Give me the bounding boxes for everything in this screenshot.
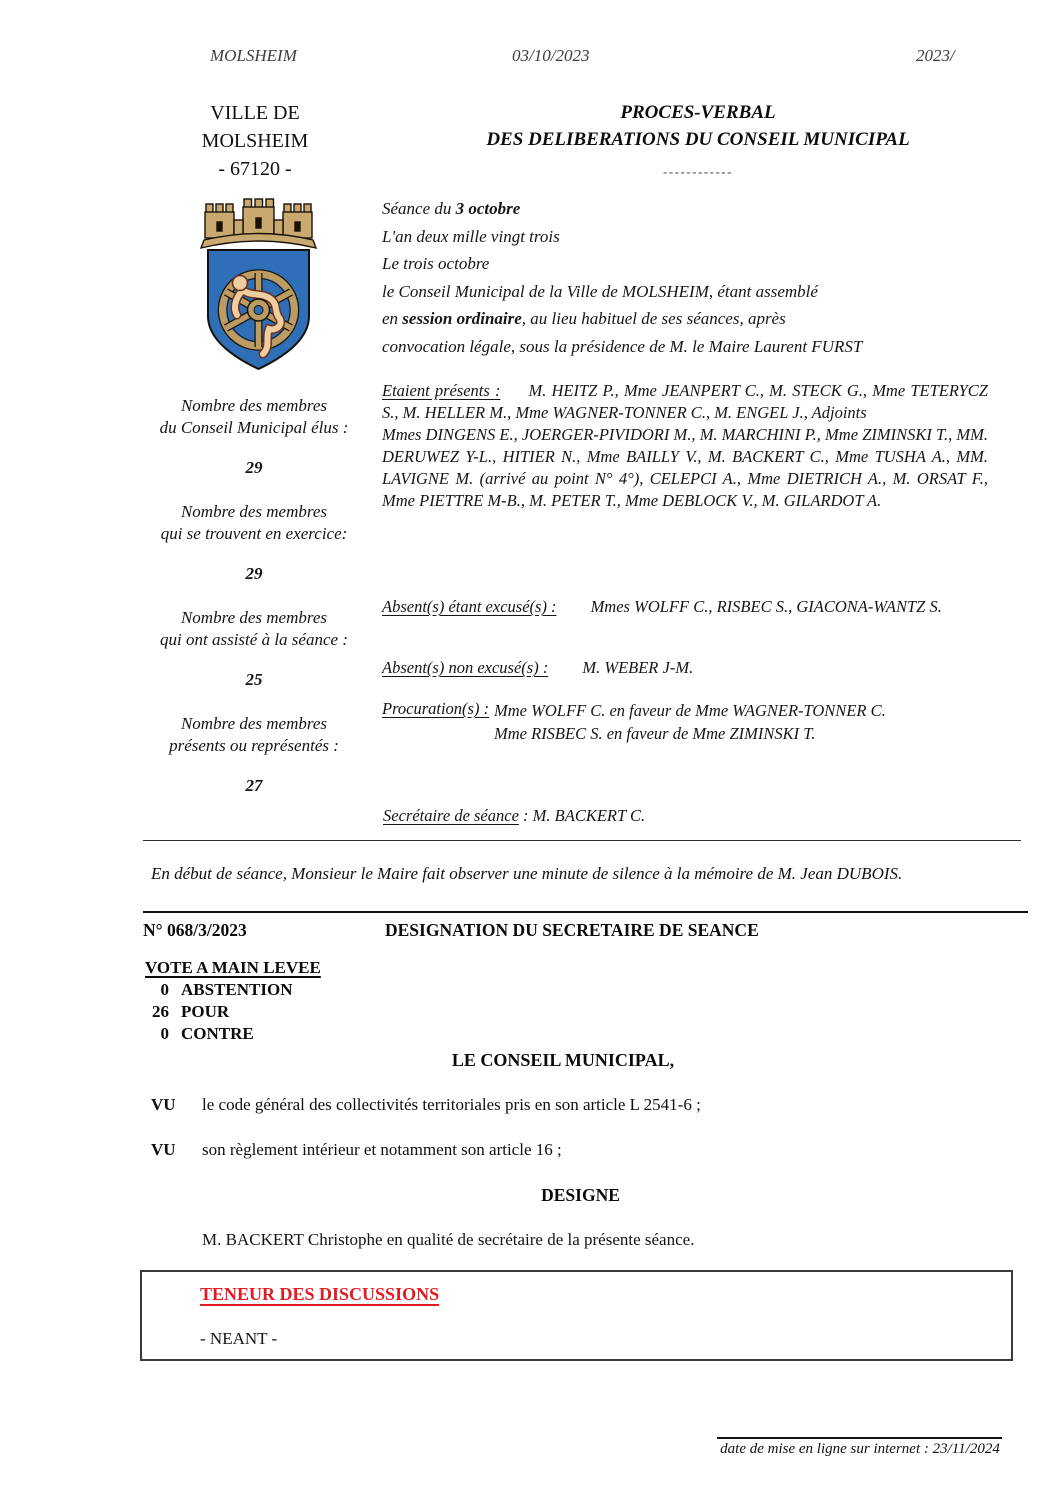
members-inoffice-label-2: qui se trouvent en exercice: — [160, 524, 348, 543]
vu-label-2: VU — [151, 1140, 176, 1159]
document-title-line1: PROCES-VERBAL — [620, 102, 776, 123]
footer-rule — [717, 1437, 1002, 1439]
members-inoffice-block — [140, 501, 368, 585]
seance-line5-prefix: en — [382, 309, 403, 329]
members-elected-label-2: du Conseil Municipal élus : — [159, 418, 349, 437]
vote-contre-label: CONTRE — [181, 1024, 254, 1043]
secretary-name: : M. BACKERT C. — [523, 806, 646, 825]
seance-line5-suffix: , au lieu habituel de ses séances, après — [521, 309, 786, 329]
vote-contre-count: 0 — [160, 1024, 169, 1043]
vote-row-pour — [145, 1001, 321, 1023]
city-line1: VILLE DE — [210, 102, 300, 124]
members-elected-value: 29 — [245, 458, 263, 477]
coat-of-arms — [196, 198, 321, 381]
title-separator: ------------ — [663, 164, 733, 179]
secretary-label: Secrétaire de séance — [383, 806, 519, 825]
members-inoffice-value: 29 — [245, 564, 263, 583]
members-inoffice-label-1: Nombre des membres — [180, 502, 328, 521]
seance-line4: le Conseil Municipal de la Ville de MOLSHEIM, étant assemblé — [382, 281, 818, 301]
procuration-line-1: Mme WOLFF C. en faveur de Mme WAGNER-TONNER C. — [494, 701, 886, 720]
deliberation-title: DESIGNATION DU SECRETAIRE DE SEANCE — [385, 920, 759, 940]
vu-item-1 — [151, 1095, 701, 1115]
seance-line5 — [382, 305, 862, 333]
horizontal-rule-bold — [143, 911, 1028, 913]
present-paragraph-2: Mmes DINGENS E., JOERGER-PIVIDORI M., M. MARCHINI P., Mme ZIMINSKI T., MM. DERUWEZ Y-L., HITIER N., Mme BAILLY V., M. BACKERT C., Mme TUSHA A., MM. LAVIGNE M. (arrivé au point N° 4°), CELEPCI A., Mme DIETRICH A., M. ORSAT F., Mme PIETTRE M-B., M. PETER T., Mme DEBLOCK V., M. GILARDOT A. — [382, 425, 988, 510]
vote-pour-count: 26 — [152, 1002, 169, 1021]
secretary-row — [383, 806, 645, 826]
vote-row-contre — [145, 1023, 321, 1045]
absent-excused-names: Mmes WOLFF C., RISBEC S., GIACONA-WANTZ S. — [590, 597, 942, 616]
vote-row-abstention — [145, 979, 321, 1001]
molsheim-coat-of-arms-image — [196, 198, 321, 376]
header-date: 03/10/2023 — [512, 46, 590, 65]
seance-line6: convocation légale, sous la présidence de M. le Maire Laurent FURST — [382, 336, 863, 356]
seance-line3: Le trois octobre — [382, 254, 490, 274]
procurations-list — [494, 699, 886, 745]
footer-publication-date: date de mise en ligne sur internet : 23/11/2024 — [720, 1441, 1000, 1457]
members-elected-label-1: Nombre des membres — [180, 396, 328, 415]
members-attended-label-1: Nombre des membres — [180, 608, 328, 627]
absent-names: M. WEBER J-M. — [582, 658, 694, 677]
designe-text: M. BACKERT Christophe en qualité de secrétaire de la présente séance. — [202, 1230, 695, 1249]
vu-label-1: VU — [151, 1095, 176, 1114]
present-members — [382, 380, 988, 512]
seance-line2: L'an deux mille vingt trois — [382, 226, 560, 246]
minute-of-silence-note: En début de séance, Monsieur le Maire fait observer une minute de silence à la mémoire de M. Jean DUBOIS. — [151, 864, 903, 883]
procuration-line-2: Mme RISBEC S. en faveur de Mme ZIMINSKI T. — [494, 724, 816, 743]
seance-line1 — [382, 195, 862, 223]
header-reference: 2023/ — [916, 46, 955, 65]
seance-intro — [382, 195, 862, 361]
mural-crown — [201, 199, 316, 248]
vu-item-2 — [151, 1140, 562, 1160]
document-title-line2: DES DELIBERATIONS DU CONSEIL MUNICIPAL — [486, 129, 910, 150]
seance-line1-date: 3 octobre — [455, 199, 521, 218]
absent-excused-label: Absent(s) étant excusé(s) : — [382, 597, 557, 616]
members-attended-value: 25 — [245, 670, 263, 689]
members-attended-label-2: qui ont assisté à la séance : — [160, 630, 348, 649]
discussions-content: - NEANT - — [200, 1329, 278, 1348]
vote-abstention-label: ABSTENTION — [181, 980, 293, 999]
discussions-title: TENEUR DES DISCUSSIONS — [200, 1284, 440, 1304]
seance-line5-session: session ordinaire — [402, 309, 522, 329]
vote-title: VOTE A MAIN LEVEE — [145, 958, 321, 977]
council-heading: LE CONSEIL MUNICIPAL, — [451, 1050, 675, 1070]
city-line2: MOLSHEIM — [201, 130, 309, 152]
members-represented-value: 27 — [245, 776, 263, 795]
members-represented-block — [140, 713, 368, 797]
procurations-row — [382, 699, 886, 745]
deliberation-number: N° 068/3/2023 — [143, 920, 247, 940]
vote-block — [145, 957, 321, 1045]
designe-heading: DESIGNE — [541, 1185, 620, 1205]
vote-pour-label: POUR — [181, 1002, 230, 1021]
city-block — [140, 99, 370, 183]
document-title — [382, 99, 1014, 153]
vu-text-2: son règlement intérieur et notamment son article 16 ; — [202, 1140, 562, 1159]
procurations-label: Procuration(s) : — [382, 699, 490, 718]
members-elected-block — [140, 395, 368, 479]
members-represented-label-1: Nombre des membres — [180, 714, 328, 733]
absent-label: Absent(s) non excusé(s) : — [382, 658, 549, 677]
present-label: Etaient présents : — [382, 381, 501, 400]
members-attended-block — [140, 607, 368, 691]
absent-excused-row — [382, 597, 942, 617]
vote-abstention-count: 0 — [160, 980, 169, 999]
horizontal-rule-thin — [143, 840, 1021, 841]
members-represented-label-2: présents ou représentés : — [169, 736, 339, 755]
city-postcode: - 67120 - — [218, 158, 292, 180]
vu-text-1: le code général des collectivités territoriales pris en son article L 2541-6 ; — [202, 1095, 701, 1114]
seance-line1-prefix: Séance du — [382, 199, 456, 218]
header-commune: MOLSHEIM — [210, 46, 297, 65]
present-names-1: M. HEITZ P., Mme JEANPERT C., M. STECK G., Mme TETERYCZ S., M. HELLER M., Mme WAGNER-TONNER C., M. ENGEL J., Adjoints — [382, 381, 988, 422]
discussions-box — [140, 1270, 1013, 1361]
absent-row — [382, 658, 693, 678]
present-paragraph-1 — [382, 380, 988, 424]
